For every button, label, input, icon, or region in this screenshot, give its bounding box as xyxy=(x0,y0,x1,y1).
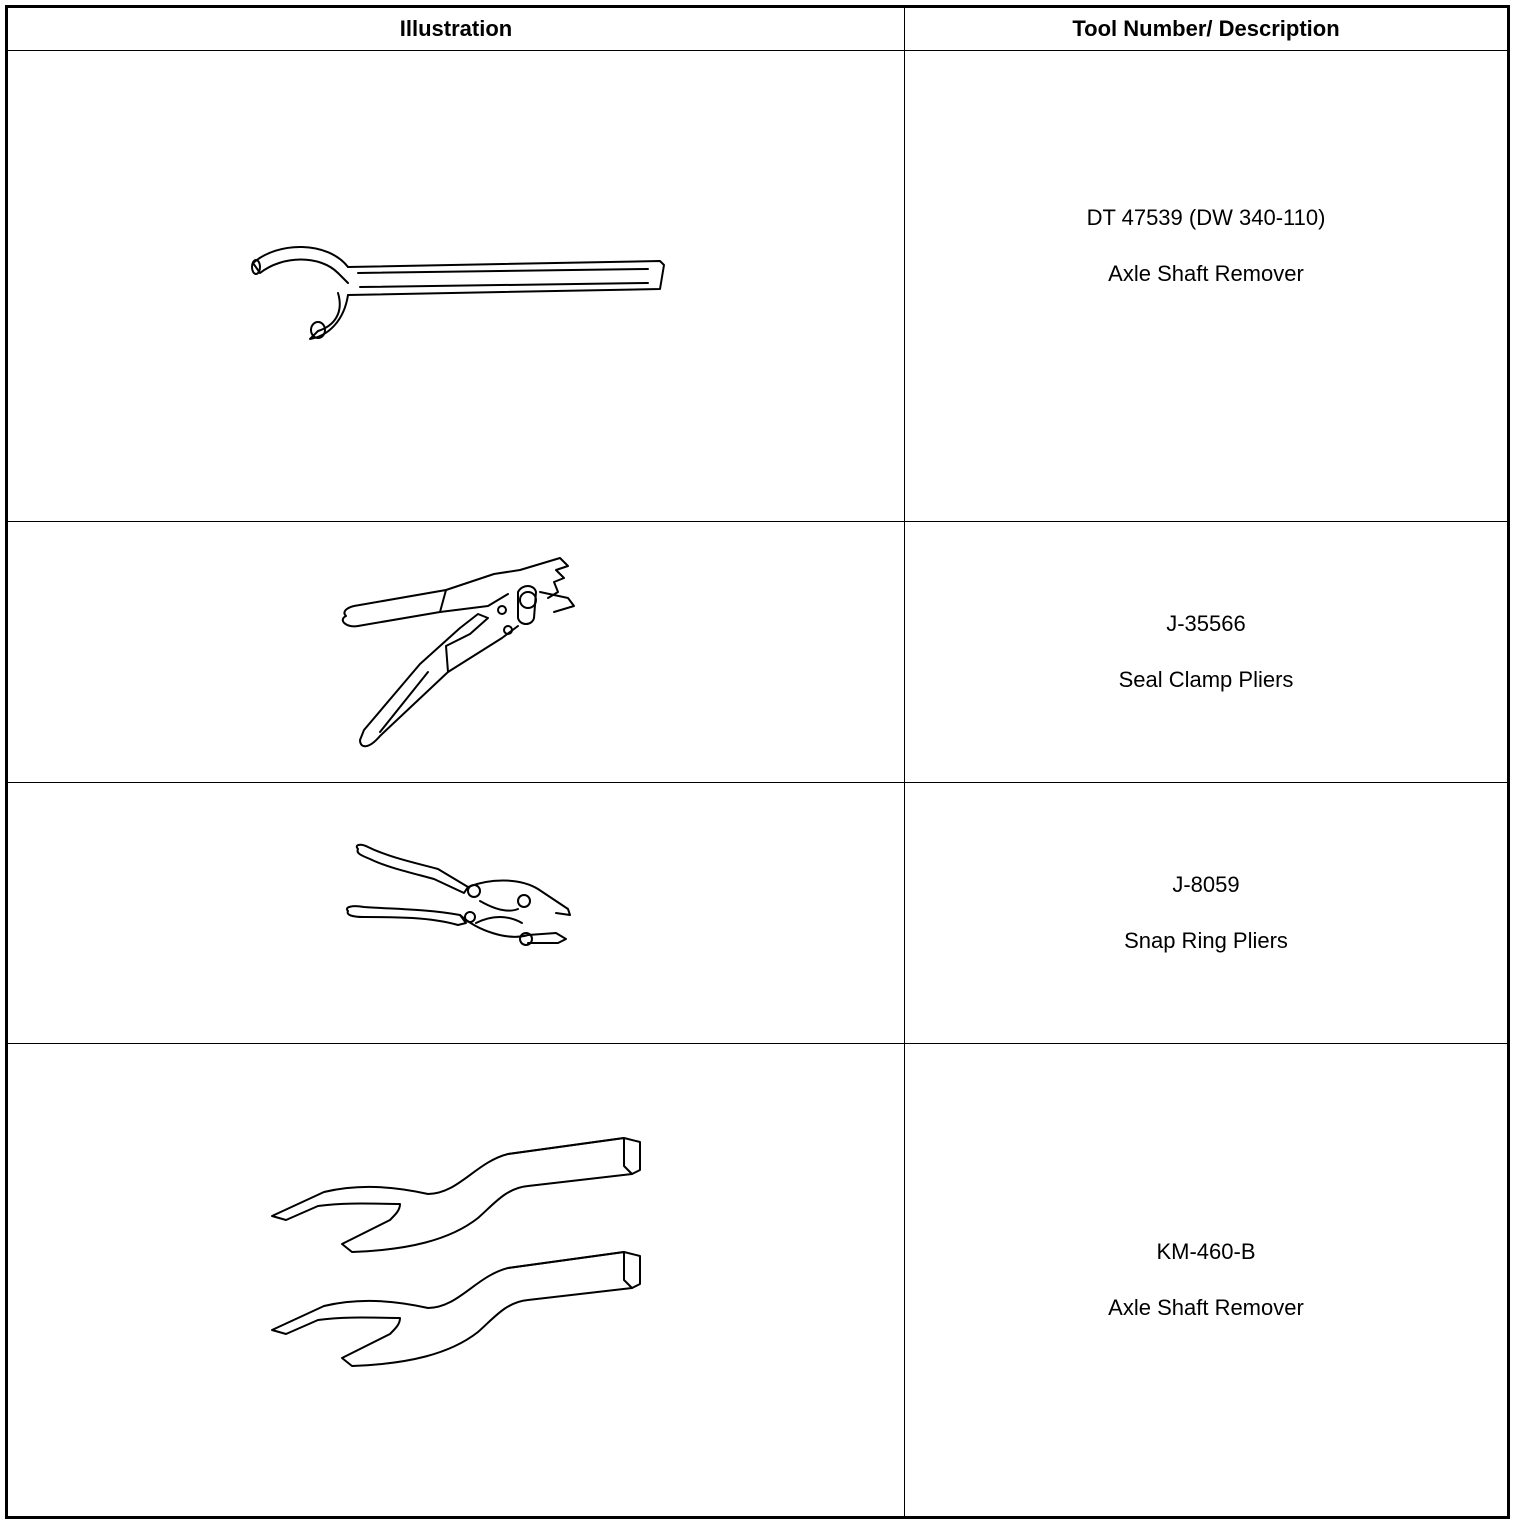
tool-name: Axle Shaft Remover xyxy=(1108,261,1304,286)
table-row xyxy=(7,1044,1509,1518)
description-cell xyxy=(905,51,1509,522)
description-cell xyxy=(905,783,1509,1044)
seal-clamp-pliers-icon xyxy=(8,522,906,782)
tool-number: J-35566 xyxy=(1166,611,1246,636)
description-cell xyxy=(905,1044,1509,1518)
table-row xyxy=(7,783,1509,1044)
axle-shaft-remover-wrench-icon xyxy=(8,51,906,521)
tool-name: Axle Shaft Remover xyxy=(1108,1295,1304,1320)
table-header-row xyxy=(7,7,1509,51)
illustration-cell xyxy=(7,1044,905,1518)
table-row xyxy=(7,522,1509,783)
tool-number: KM-460-B xyxy=(1156,1239,1256,1264)
illustration-cell xyxy=(7,51,905,522)
illustration-column-header: Illustration xyxy=(7,7,905,51)
tool-number-description-column-header: Tool Number/ Description xyxy=(905,7,1509,51)
illustration-cell xyxy=(7,522,905,783)
description-cell xyxy=(905,522,1509,783)
tool-number: DT 47539 (DW 340-110) xyxy=(1086,205,1326,230)
tool-name: Snap Ring Pliers xyxy=(1124,928,1288,953)
illustration-cell xyxy=(7,783,905,1044)
snap-ring-pliers-icon xyxy=(8,783,906,1043)
table-row xyxy=(7,51,1509,522)
axle-shaft-remover-forks-icon xyxy=(8,1044,906,1516)
tool-name: Seal Clamp Pliers xyxy=(1118,667,1294,692)
tool-table xyxy=(5,5,1510,1519)
tool-number: J-8059 xyxy=(1172,872,1240,897)
